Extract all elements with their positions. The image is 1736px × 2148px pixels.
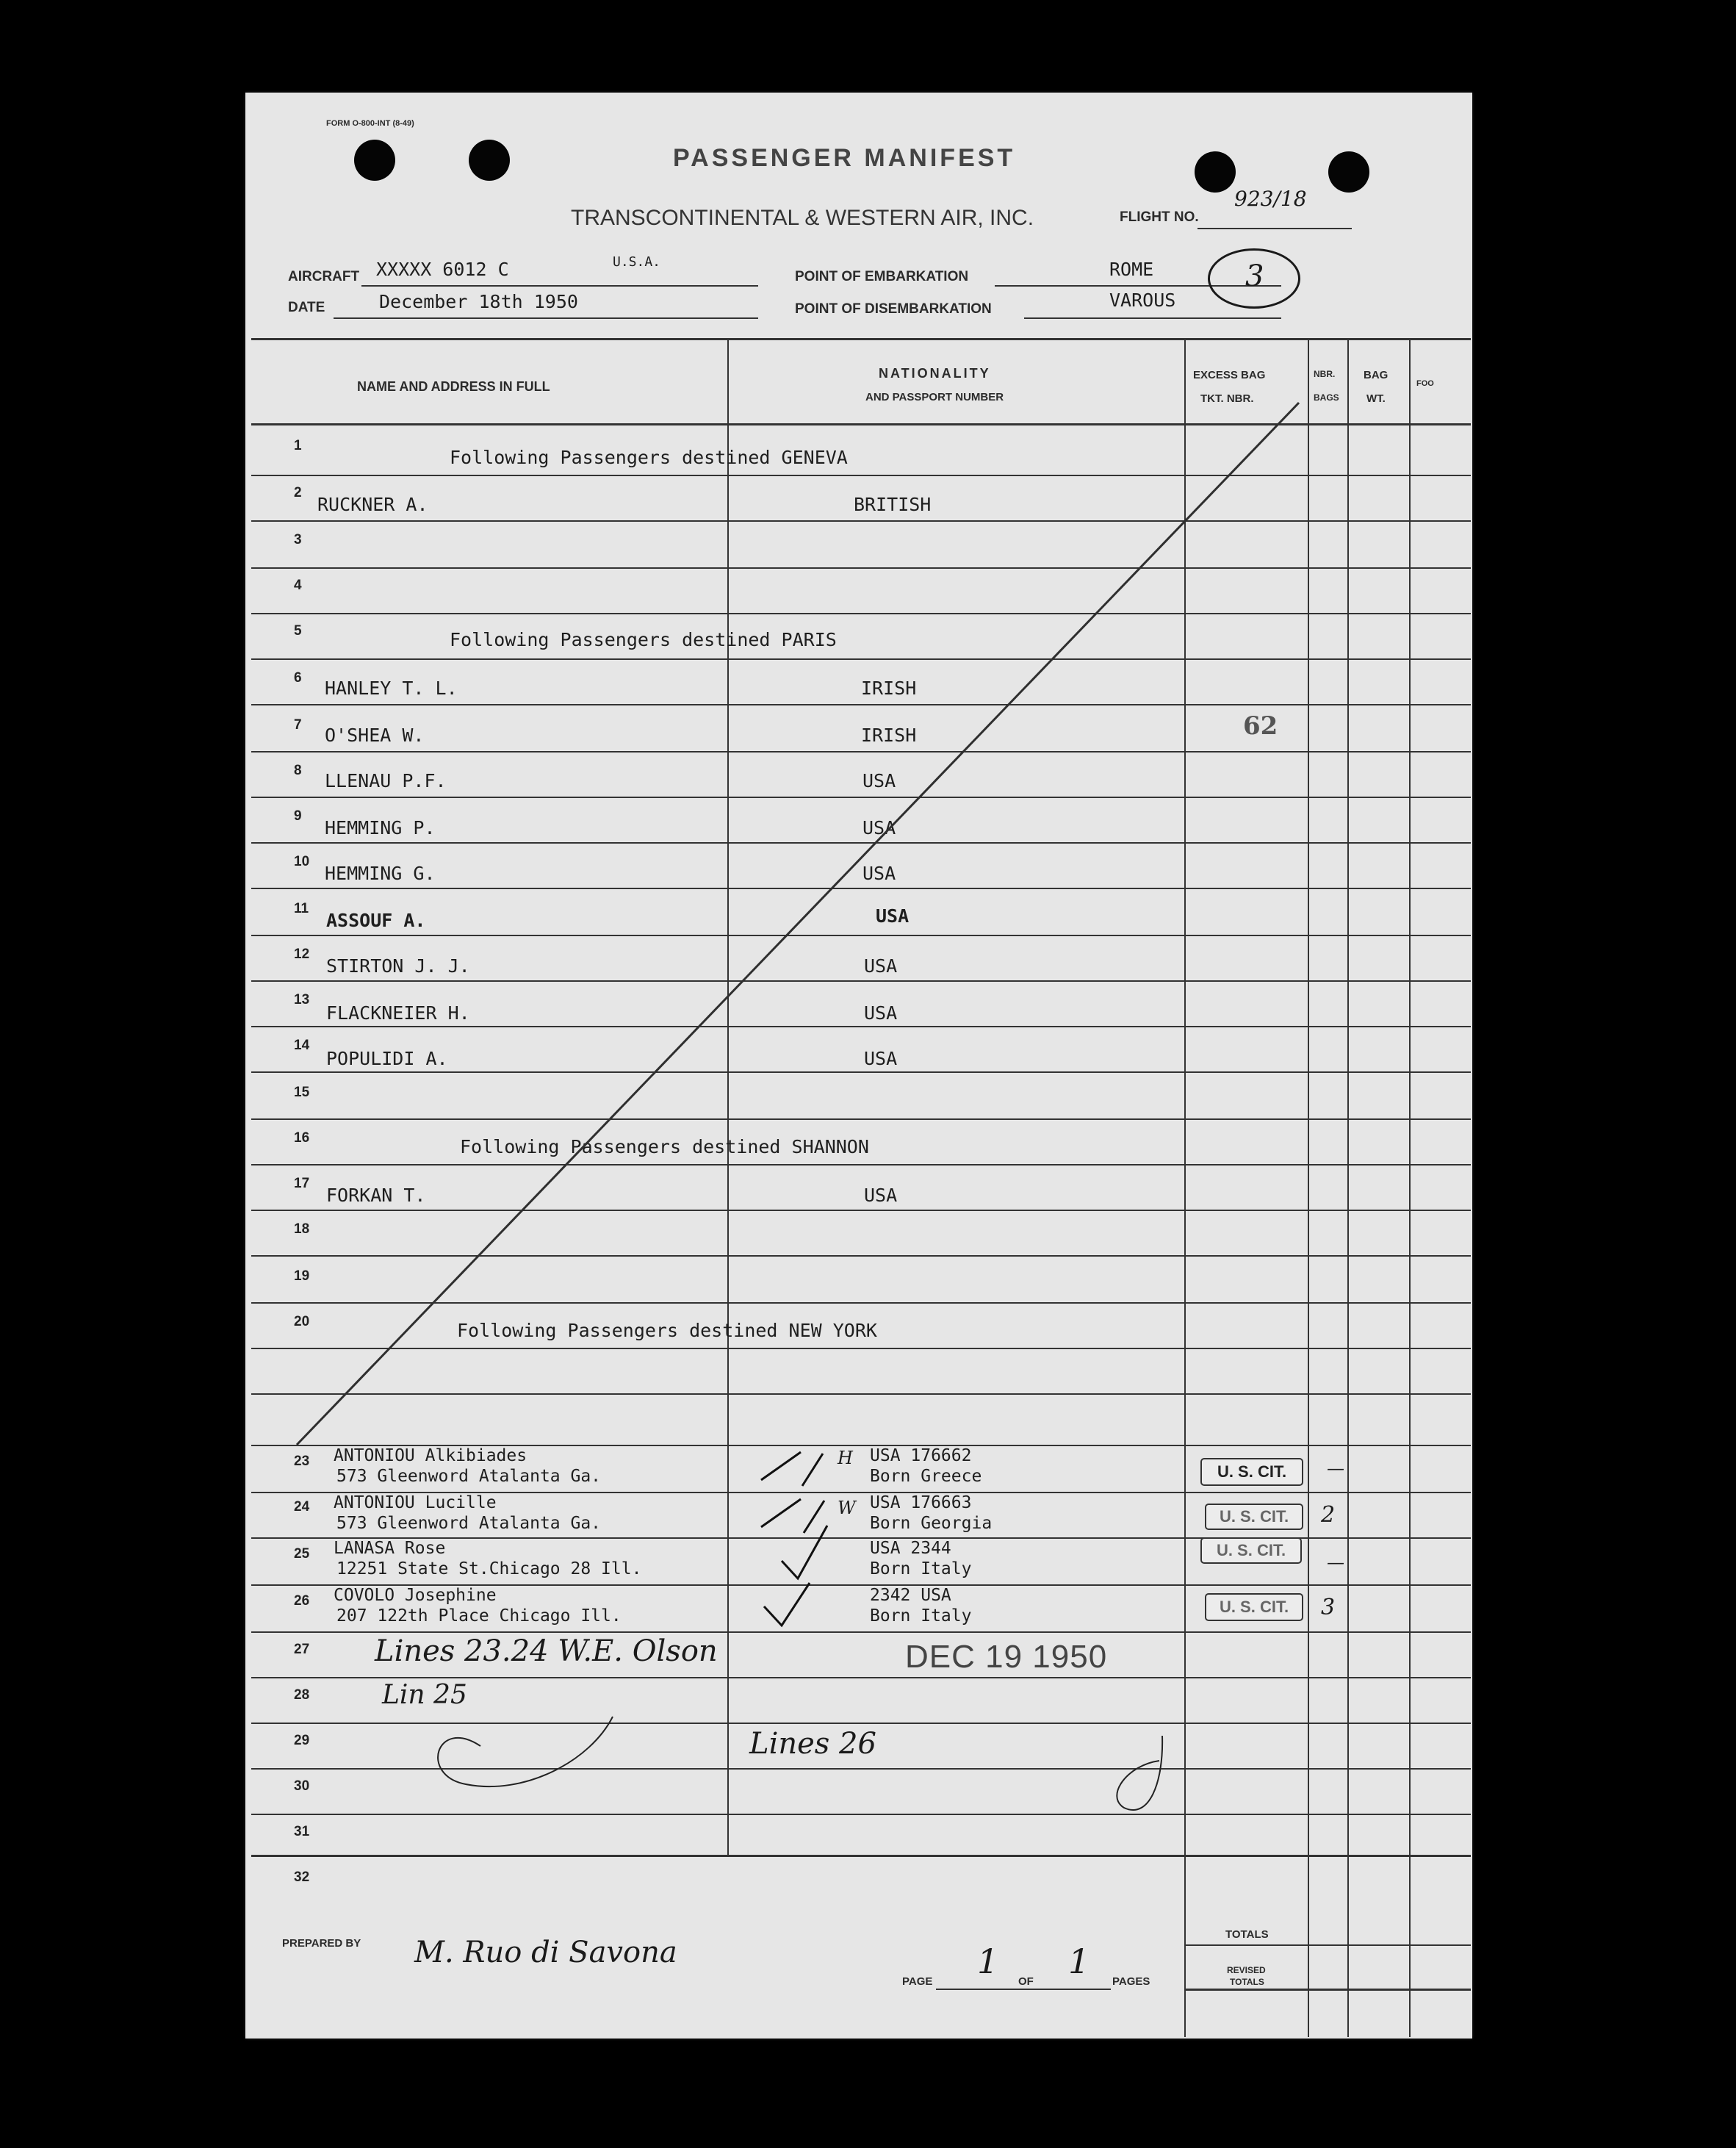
passenger-birthplace: Born Greece xyxy=(870,1467,982,1486)
passenger-nationality: USA xyxy=(862,863,896,884)
passenger-nationality: USA xyxy=(864,955,898,977)
passenger-passport: USA 176662 xyxy=(870,1446,972,1465)
col-header-nbr-1: NBR. xyxy=(1314,369,1336,379)
passenger-nationality: USA xyxy=(864,1048,898,1069)
row-number: 3 xyxy=(294,532,302,547)
destination-geneva: Following Passengers destined GENEVA xyxy=(450,447,848,468)
disembarkation-value: VAROUS xyxy=(1109,290,1176,311)
col-header-excess-2: TKT. NBR. xyxy=(1200,392,1254,405)
cancel-diagonal-line xyxy=(297,403,1299,1445)
flight-no-label: FLIGHT NO. xyxy=(1120,209,1199,225)
row-number: 13 xyxy=(294,992,310,1007)
passenger-name: ANTONIOU Alkibiades xyxy=(334,1446,527,1465)
row-number: 10 xyxy=(294,854,310,869)
handwritten-note-line28: Lin 25 xyxy=(382,1680,467,1710)
slash-mark-1 xyxy=(761,1452,823,1486)
col-header-nbr-2: BAGS xyxy=(1314,392,1339,403)
row-number: 18 xyxy=(294,1221,310,1237)
handwritten-note-line27: Lines 23.24 W.E. Olson xyxy=(375,1634,718,1668)
passenger-bag-count: — xyxy=(1327,1552,1344,1573)
row-number: 14 xyxy=(294,1038,310,1053)
passenger-name: LANASA Rose xyxy=(334,1539,446,1558)
passenger-bag-count: — xyxy=(1327,1458,1344,1479)
row-number: 23 xyxy=(294,1454,310,1469)
passenger-name: HEMMING P. xyxy=(325,817,436,838)
passenger-name: FORKAN T. xyxy=(326,1185,426,1206)
passenger-bag-count: 3 xyxy=(1321,1595,1336,1620)
col-header-passport: AND PASSPORT NUMBER xyxy=(865,391,1004,403)
passenger-mark: H xyxy=(838,1448,853,1468)
passenger-name: HANLEY T. L. xyxy=(325,678,458,699)
date-label: DATE xyxy=(288,300,325,315)
passenger-address: 12251 State St.Chicago 28 Ill. xyxy=(336,1559,642,1578)
row-number: 12 xyxy=(294,947,310,962)
row-number: 1 xyxy=(294,438,302,453)
passenger-birthplace: Born Italy xyxy=(870,1559,972,1578)
aircraft-label: AIRCRAFT xyxy=(288,269,360,284)
pages-label: PAGES xyxy=(1112,1975,1150,1988)
row-number: 19 xyxy=(294,1268,310,1284)
revised-totals-label-1: REVISED xyxy=(1227,1965,1266,1975)
passenger-address: 207 122th Place Chicago Ill. xyxy=(336,1606,622,1626)
form-code: FORM O-800-INT (8-49) xyxy=(326,119,414,128)
passenger-nationality: IRISH xyxy=(861,678,917,699)
row-number: 6 xyxy=(294,670,302,686)
row-number: 25 xyxy=(294,1546,310,1562)
us-citizen-stamp: U. S. CIT. xyxy=(1200,1537,1302,1564)
row-number: 17 xyxy=(294,1176,310,1191)
date-received-stamp: DEC 19 1950 xyxy=(905,1639,1108,1675)
row-number: 8 xyxy=(294,763,302,778)
row-number: 5 xyxy=(294,623,302,639)
row-number: 7 xyxy=(294,717,302,733)
passenger-name: COVOLO Josephine xyxy=(334,1586,497,1605)
row-number: 32 xyxy=(294,1869,310,1885)
passenger-name: ANTONIOU Lucille xyxy=(334,1493,497,1512)
col-header-name: NAME AND ADDRESS IN FULL xyxy=(357,379,550,394)
passenger-name: O'SHEA W. xyxy=(325,725,425,746)
embarkation-value: ROME xyxy=(1109,259,1154,280)
us-citizen-stamp: U. S. CIT. xyxy=(1205,1504,1303,1530)
passenger-name: FLACKNEIER H. xyxy=(326,1002,470,1024)
passenger-birthplace: Born Georgia xyxy=(870,1514,993,1533)
page-underline xyxy=(936,1989,1111,1990)
page-label: PAGE xyxy=(902,1975,933,1988)
passenger-nationality: BRITISH xyxy=(854,494,932,515)
date-value: December 18th 1950 xyxy=(379,291,578,312)
row-number: 4 xyxy=(294,578,302,593)
destination-paris: Following Passengers destined PARIS xyxy=(450,629,837,650)
flight-no-value: 923/18 xyxy=(1234,187,1307,211)
totals-label: TOTALS xyxy=(1225,1928,1269,1941)
check-mark-1 xyxy=(782,1526,827,1578)
row-number: 16 xyxy=(294,1130,310,1146)
passenger-nationality: USA xyxy=(864,1002,898,1024)
passenger-passport: USA 176663 xyxy=(870,1493,972,1512)
passenger-name: STIRTON J. J. xyxy=(326,955,470,977)
row-number: 28 xyxy=(294,1687,310,1703)
passenger-nationality: USA xyxy=(862,817,896,838)
prepared-by-label: PREPARED BY xyxy=(282,1937,361,1950)
passenger-name: RUCKNER A. xyxy=(317,494,428,515)
passenger-passport: 2342 USA xyxy=(870,1586,951,1605)
col-header-bag-2: WT. xyxy=(1366,392,1386,405)
row-number: 31 xyxy=(294,1824,310,1839)
airline-name: TRANSCONTINENTAL & WESTERN AIR, INC. xyxy=(571,206,1034,230)
aircraft-country: U.S.A. xyxy=(613,254,661,270)
aircraft-value: XXXXX 6012 C xyxy=(376,259,509,280)
embarkation-label: POINT OF EMBARKATION xyxy=(795,269,969,284)
passenger-nationality: USA xyxy=(864,1185,898,1206)
destination-new-york: Following Passengers destined NEW YORK xyxy=(457,1320,877,1341)
page-total: 1 xyxy=(1068,1942,1090,1981)
signature-tail xyxy=(1117,1736,1162,1810)
passenger-nationality: IRISH xyxy=(861,725,917,746)
col-header-nationality: NATIONALITY xyxy=(879,366,991,381)
passenger-name: POPULIDI A. xyxy=(326,1048,448,1069)
row-number: 11 xyxy=(294,901,309,916)
handwritten-note-line29: Lines 26 xyxy=(749,1727,876,1761)
row-number: 27 xyxy=(294,1642,310,1657)
passenger-address: 573 Gleenword Atalanta Ga. xyxy=(336,1514,602,1533)
page-of-label: OF xyxy=(1018,1975,1034,1988)
us-citizen-stamp: U. S. CIT. xyxy=(1200,1458,1303,1486)
passenger-birthplace: Born Italy xyxy=(870,1606,972,1626)
passenger-mark: W xyxy=(838,1498,856,1518)
passenger-passport: USA 2344 xyxy=(870,1539,951,1558)
row-number: 24 xyxy=(294,1499,310,1515)
row-number: 20 xyxy=(294,1314,310,1329)
passenger-nationality: USA xyxy=(862,770,896,791)
row-number: 2 xyxy=(294,485,302,500)
check-mark-2 xyxy=(764,1583,810,1626)
row-number: 26 xyxy=(294,1593,310,1609)
signature-loop xyxy=(438,1717,613,1786)
page-number: 1 xyxy=(977,1942,999,1981)
manifest-sheet xyxy=(245,93,1472,2039)
col-header-cut: FOO xyxy=(1416,379,1434,388)
col-header-excess-1: EXCESS BAG xyxy=(1193,369,1266,381)
col-header-bag-1: BAG xyxy=(1364,369,1389,381)
passenger-name: HEMMING G. xyxy=(325,863,436,884)
us-citizen-stamp: U. S. CIT. xyxy=(1205,1593,1303,1621)
row-number: 15 xyxy=(294,1085,310,1100)
row-number: 30 xyxy=(294,1778,310,1794)
passenger-bag-count: 2 xyxy=(1321,1502,1336,1528)
revised-totals-label-2: TOTALS xyxy=(1230,1977,1264,1987)
excess-bag-ticket: 62 xyxy=(1243,711,1278,741)
passenger-name: ASSOUF A. xyxy=(326,910,426,931)
passenger-address: 573 Gleenword Atalanta Ga. xyxy=(336,1467,602,1486)
disembarkation-label: POINT OF DISEMBARKATION xyxy=(795,301,992,317)
passenger-nationality: USA xyxy=(876,905,910,927)
form-title: PASSENGER MANIFEST xyxy=(673,144,1016,172)
slash-mark-2 xyxy=(761,1499,824,1533)
row-number: 9 xyxy=(294,808,302,824)
prepared-by-signature: M. Ruo di Savona xyxy=(414,1936,677,1969)
circled-sheet-number-value: 3 xyxy=(1245,259,1264,293)
passenger-name: LLENAU P.F. xyxy=(325,770,447,791)
row-number: 29 xyxy=(294,1733,310,1748)
destination-shannon: Following Passengers destined SHANNON xyxy=(460,1136,869,1157)
